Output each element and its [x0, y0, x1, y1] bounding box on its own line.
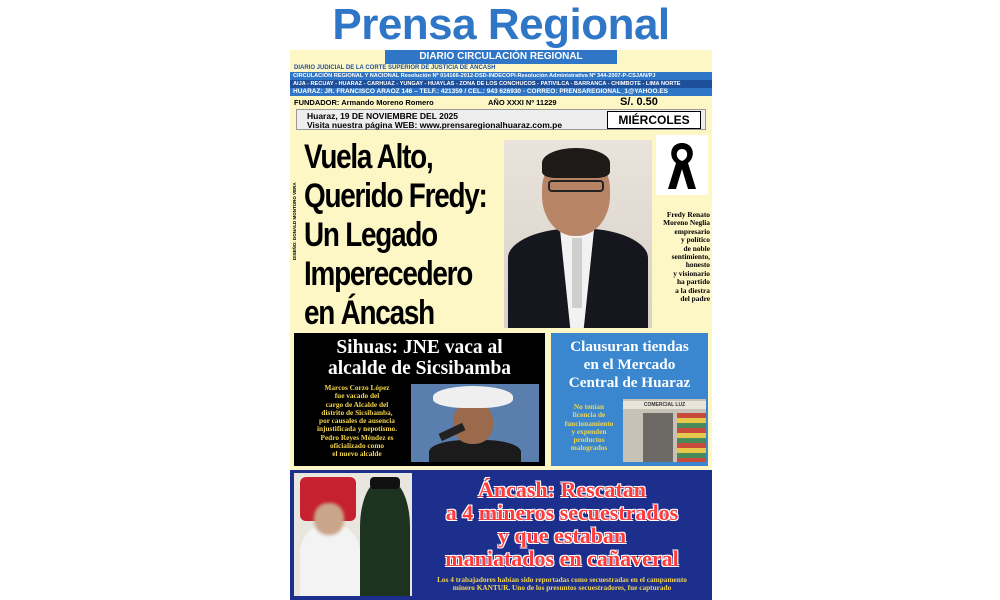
- market-text-line: No tenían: [573, 402, 605, 411]
- story-market[interactable]: [551, 333, 708, 466]
- date-box: [296, 109, 706, 130]
- founder-row: [290, 97, 712, 109]
- jne-text-line: distrito de Sicsibamba,: [321, 407, 393, 417]
- market-text-line: funcionamiento: [564, 418, 614, 428]
- market-text-line: y expenden: [571, 426, 607, 436]
- headline-line: Imperecedero: [304, 255, 473, 293]
- issue-date: Huaraz, 19 DE NOVIEMBRE DEL 2025: [307, 111, 459, 121]
- obit-line: del padre: [680, 294, 710, 304]
- newspaper-front-page: [290, 0, 712, 600]
- headline-line: Querido Fredy:: [304, 177, 487, 215]
- mourning-ribbon-icon: [656, 135, 708, 195]
- headline-line: Un Legado: [304, 216, 437, 254]
- contact-strip: HUARAZ: JR. FRANCISCO ARAOZ 146 – TELF.: 421359 / CEL.: 943 626930 - CORREO: PRENSAREGIONAL_1@YAHOO.ES: [290, 88, 712, 96]
- jne-text-line: Pedro Reyes Méndez es: [320, 432, 394, 442]
- jne-headline: [294, 337, 545, 379]
- rescue-text-line: minero KANTUR. Uno de los presuntos secuestradores, fue capturado: [452, 583, 672, 593]
- photo-glasses: [548, 180, 604, 192]
- photo-blurred-face: [314, 503, 344, 535]
- jne-text-line: cargo de Alcalde del: [325, 399, 389, 409]
- rescue-headline-line: maniatados en cañaveral: [445, 546, 679, 571]
- obit-line: y visionario: [673, 268, 710, 278]
- photo-hair: [542, 148, 610, 178]
- main-story-photo[interactable]: [504, 140, 652, 328]
- jne-text-line: Marcos Corzo López: [324, 383, 390, 392]
- jne-text-line: fue vacado del: [334, 391, 380, 401]
- market-headline: [551, 338, 708, 392]
- story-jne[interactable]: [294, 333, 545, 466]
- obit-line: sentimiento,: [671, 252, 710, 262]
- obit-line: Moreno Neglia: [663, 218, 710, 228]
- rescue-headline-line: a 4 mineros secuestrados: [445, 500, 679, 525]
- issue-number: AÑO XXXI Nº 11229: [488, 98, 557, 107]
- rescue-photo[interactable]: [294, 473, 412, 596]
- weekday-label: MIÉRCOLES: [607, 111, 701, 129]
- design-credit: DISEÑO: DONALD MONTORO VERA: [292, 182, 297, 260]
- story-rescue[interactable]: [290, 470, 712, 600]
- market-headline-line: en el Mercado: [583, 356, 676, 373]
- store-sign: COMERCIAL LUZ: [623, 401, 706, 409]
- rescue-headline: [412, 478, 712, 570]
- photo-tie: [572, 238, 582, 308]
- rescue-headline-line: y que estaban: [497, 523, 627, 548]
- obit-line: a la diestra: [675, 285, 710, 295]
- obit-line: honesto: [685, 260, 710, 270]
- jne-text-line: el nuevo alcalde: [332, 449, 382, 459]
- jne-text-line: por causales de ausencia: [319, 416, 395, 426]
- market-headline-line: Central de Huaraz: [568, 374, 691, 391]
- obit-line: de noble: [683, 243, 710, 253]
- store-shelf: [677, 413, 706, 462]
- headline-line: en Áncash: [304, 294, 434, 332]
- photo-detainee: [300, 525, 360, 596]
- circulation-strip: CIRCULACIÓN REGIONAL Y NACIONAL Resolución Nº 014166-2012-DSD-INDECOPI-Resolución Administrativa Nº 344-2007-P-CSJAN/PJ: [290, 72, 712, 80]
- masthead-subtitle: DIARIO CIRCULACIÓN REGIONAL: [385, 50, 617, 64]
- market-text-line: productos: [573, 435, 605, 445]
- market-summary: [555, 403, 623, 453]
- jne-headline-line: alcalde de Sicsibamba: [327, 358, 512, 379]
- main-headline[interactable]: [304, 138, 487, 333]
- jne-photo[interactable]: [411, 384, 539, 462]
- obituary-caption: [652, 211, 710, 303]
- photo-hat: [433, 386, 513, 408]
- website-line[interactable]: Visita nuestra página WEB: www.prensaregionalhuaraz.com.pe: [307, 120, 563, 130]
- judicial-line: DIARIO JUDICIAL DE LA CORTE SUPERIOR DE JUSTICIA DE ÁNCASH: [294, 65, 496, 71]
- jne-text-line: injustificada y nepotismo.: [316, 424, 398, 434]
- rescue-text-line: Los 4 trabajadores habían sido reportadas como secuestradas en el campamento: [437, 575, 687, 584]
- cities-strip: AIJA - RECUAY - HUARAZ - CARHUAZ - YUNGAY - HUAYLAS - ZONA DE LOS CONCHUCOS - PATIVILCA - BARRANCA - CHIMBOTE - LIMA NORTE: [290, 80, 712, 88]
- obit-line: empresario: [674, 226, 710, 236]
- jne-text-line: oficializado como: [329, 441, 385, 451]
- jne-headline-line: Sihuas: JNE vaca al: [336, 337, 503, 358]
- obit-line: Fredy Renato: [666, 210, 710, 219]
- market-headline-line: Clausuran tiendas: [570, 338, 689, 355]
- market-photo[interactable]: [623, 399, 706, 462]
- newspaper-logo: Prensa Regional: [332, 0, 670, 49]
- headline-line: Vuela Alto,: [304, 138, 433, 176]
- market-text-line: malogrados: [570, 443, 608, 453]
- rescue-headline-line: Áncash: Rescatan: [477, 477, 647, 502]
- jne-summary: [298, 384, 416, 459]
- rescue-summary: [414, 576, 710, 592]
- founder-label: FUNDADOR: Armando Moreno Romero: [294, 98, 434, 107]
- photo-officer: [360, 481, 410, 596]
- masthead: [290, 0, 712, 50]
- obit-line: ha partido: [676, 277, 710, 287]
- store-door: [643, 413, 673, 462]
- photo-cap: [370, 477, 400, 489]
- price: S/. 0.50: [620, 96, 658, 108]
- market-text-line: licencia de: [572, 410, 606, 420]
- obit-line: y político: [681, 235, 710, 245]
